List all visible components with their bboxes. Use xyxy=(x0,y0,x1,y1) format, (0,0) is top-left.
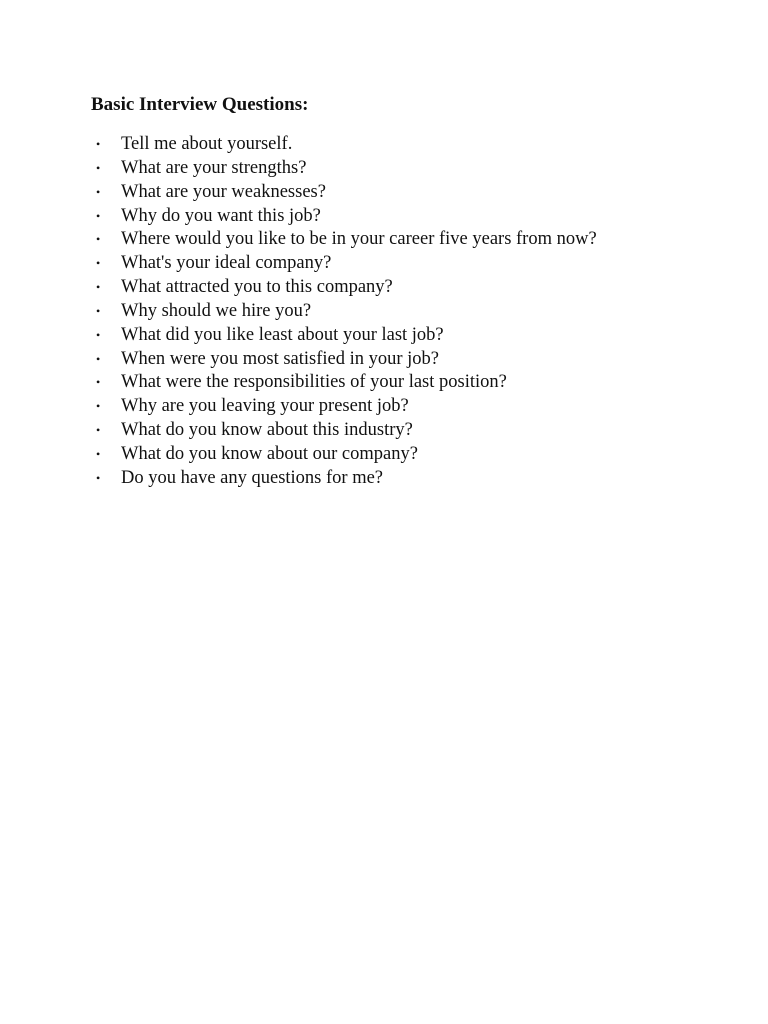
bullet-icon: • xyxy=(96,399,101,414)
bullet-icon: • xyxy=(96,423,101,438)
question-text: Why should we hire you? xyxy=(121,300,312,321)
question-text: What did you like least about your last job? xyxy=(121,324,444,345)
question-text: What are your weaknesses? xyxy=(121,181,326,202)
question-text: Tell me about yourself. xyxy=(121,134,293,154)
question-text: Why do you want this job? xyxy=(121,205,321,226)
bullet-icon: • xyxy=(96,256,101,271)
bullet-icon: • xyxy=(96,280,101,295)
bullet-icon: • xyxy=(96,303,101,318)
bullet-icon: • xyxy=(96,327,101,342)
bullet-icon: • xyxy=(96,446,101,461)
bullet-icon: • xyxy=(96,208,101,223)
question-text: What do you know about our company? xyxy=(121,443,418,464)
bullet-icon: • xyxy=(96,232,101,247)
question-text: What attracted you to this company? xyxy=(121,277,393,298)
question-text: What do you know about this industry? xyxy=(121,420,413,441)
question-text: Do you have any questions for me? xyxy=(121,467,384,488)
bullet-icon: • xyxy=(96,160,101,175)
bullet-icon: • xyxy=(96,137,101,151)
bullet-icon: • xyxy=(96,470,101,485)
bullet-icon: • xyxy=(96,184,101,199)
question-text: What were the responsibilities of your last position? xyxy=(121,372,507,393)
document-title: Basic Interview Questions: xyxy=(91,94,309,115)
question-text: Why are you leaving your present job? xyxy=(121,396,409,417)
question-text: Where would you like to be in your career five years from now? xyxy=(121,229,597,250)
question-text: What's your ideal company? xyxy=(121,253,332,274)
question-text: When were you most satisfied in your job? xyxy=(121,348,440,369)
bullet-icon: • xyxy=(96,375,101,390)
question-text: What are your strengths? xyxy=(121,157,307,178)
bullet-icon: • xyxy=(96,351,101,366)
